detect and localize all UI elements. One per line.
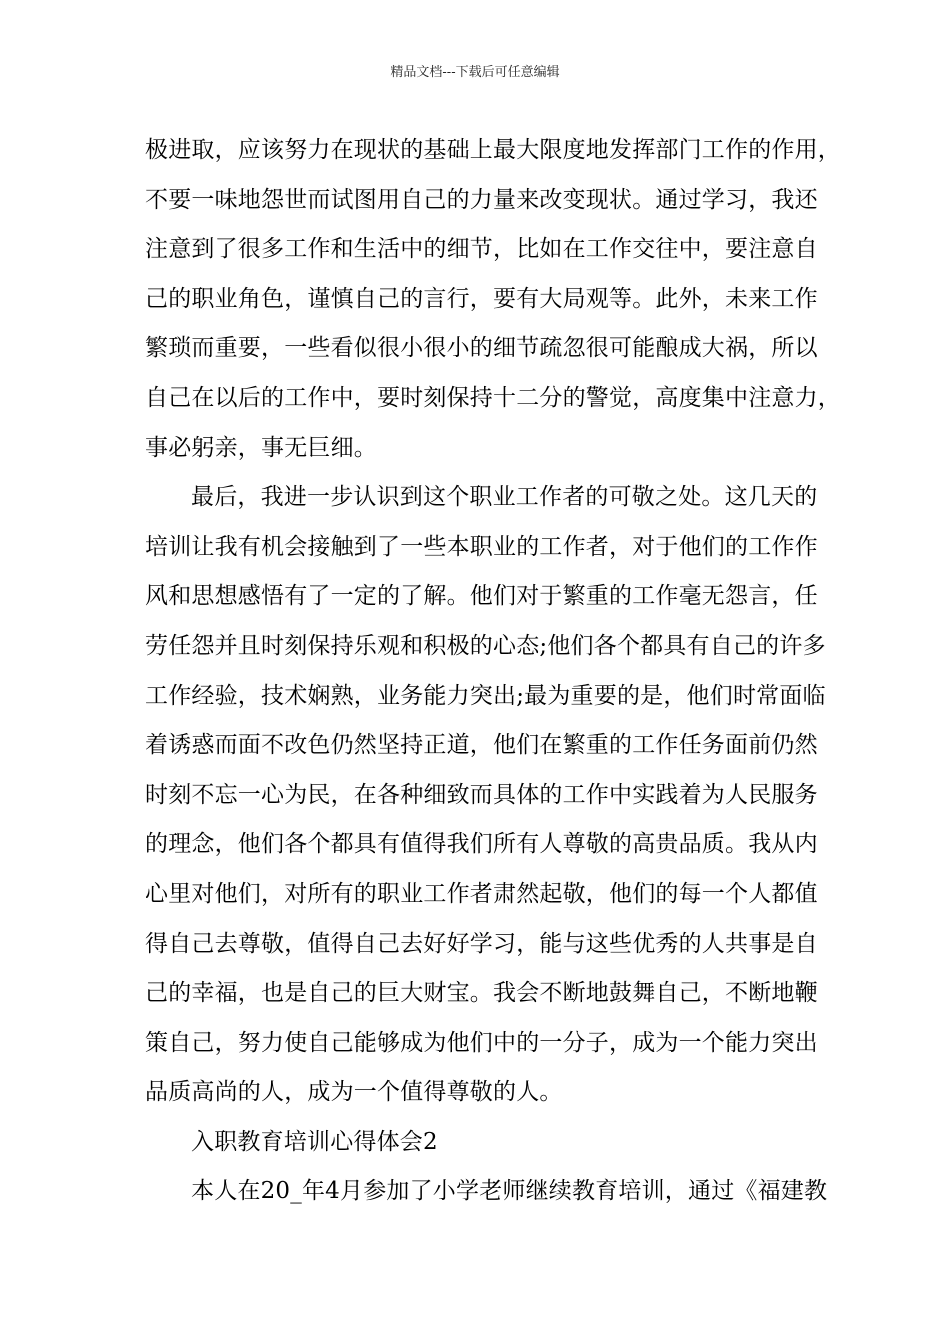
text-line: 最后，我进一步认识到这个职业工作者的可敬之处。这几天的 (191, 484, 818, 511)
text-line: 己的职业角色，谨慎自己的言行，要有大局观等。此外，未来工作 (145, 285, 818, 312)
text-line: 风和思想感悟有了一定的了解。他们对于繁重的工作毫无怨言，任 (145, 583, 818, 610)
text-line: 得自己去尊敬，值得自己去好好学习，能与这些优秀的人共事是自 (145, 930, 818, 957)
text-line: 自己在以后的工作中，要时刻保持十二分的警觉，高度集中注意力， (145, 384, 841, 411)
text-line: 品质高尚的人，成为一个值得尊敬的人。 (145, 1079, 563, 1106)
page-header: 精品文档---下载后可任意编辑 (390, 65, 560, 80)
text-line: 入职教育培训心得体会2 (191, 1128, 438, 1155)
text-line: 不要一味地怨世而试图用自己的力量来改变现状。通过学习，我还 (145, 186, 818, 213)
text-line: 的理念，他们各个都具有值得我们所有人尊敬的高贵品质。我从内 (145, 831, 818, 858)
text-line: 事必躬亲，事无巨细。 (145, 434, 377, 461)
text-line: 本人在20_年4月参加了小学老师继续教育培训，通过《福建教 (191, 1178, 828, 1205)
text-line: 着诱惑而面不改色仍然坚持正道，他们在繁重的工作任务面前仍然 (145, 732, 818, 759)
text-line: 注意到了很多工作和生活中的细节，比如在工作交往中，要注意自 (145, 236, 818, 263)
text-line: 劳任怨并且时刻保持乐观和积极的心态;他们各个都具有自己的许多 (145, 632, 826, 659)
text-line: 繁琐而重要，一些看似很小很小的细节疏忽很可能酿成大祸，所以 (145, 335, 818, 362)
text-line: 心里对他们，对所有的职业工作者肃然起敬，他们的每一个人都值 (145, 880, 818, 907)
text-line: 策自己，努力使自己能够成为他们中的一分子，成为一个能力突出 (145, 1029, 818, 1056)
text-line: 己的幸福，也是自己的巨大财宝。我会不断地鼓舞自己，不断地鞭 (145, 980, 818, 1007)
text-line: 时刻不忘一心为民，在各种细致而具体的工作中实践着为人民服务 (145, 781, 818, 808)
text-line: 工作经验，技术娴熟，业务能力突出;最为重要的是，他们时常面临 (145, 682, 826, 709)
text-line: 培训让我有机会接触到了一些本职业的工作者，对于他们的工作作 (145, 533, 818, 560)
text-line: 极进取，应该努力在现状的基础上最大限度地发挥部门工作的作用， (145, 137, 841, 163)
document-body (145, 126, 841, 1217)
